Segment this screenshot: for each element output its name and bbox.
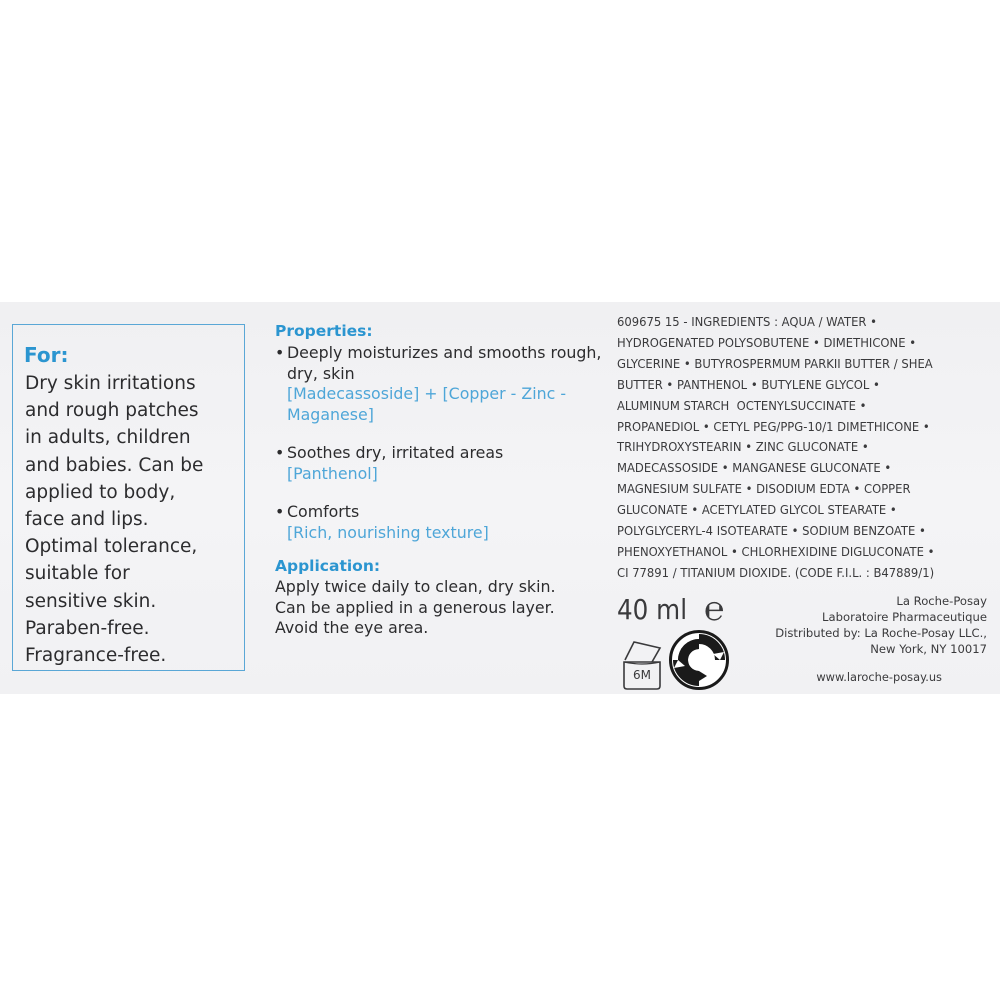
property-text: Deeply moisturizes and smooths rough, dry, skin xyxy=(287,343,602,383)
property-actives: [Madecassoside] + [Copper - Zinc - Maganese] xyxy=(287,384,567,424)
property-actives: [Panthenol] xyxy=(287,463,378,483)
open-jar-icon xyxy=(620,638,664,690)
application-title: Application: xyxy=(275,557,381,575)
website-url: www.laroche-posay.us xyxy=(816,670,942,684)
volume-label: 40 ml xyxy=(617,593,688,626)
for-title: For: xyxy=(24,343,69,367)
product-label-panel xyxy=(0,302,1000,694)
property-text: Comforts xyxy=(287,502,360,521)
property-item xyxy=(275,502,605,543)
application-text: Apply twice daily to clean, dry skin. Can be applied in a generous layer. Avoid the eye area. xyxy=(275,577,556,637)
property-item xyxy=(275,343,605,425)
green-dot-recycle-icon xyxy=(669,630,729,690)
properties-title: Properties: xyxy=(275,322,373,340)
estimated-sign-icon: ℮ xyxy=(704,589,725,629)
property-actives: [Rich, nourishing texture] xyxy=(287,522,489,542)
properties-application-column xyxy=(275,322,605,639)
bullet-dot: • xyxy=(275,443,285,462)
bullet-dot: • xyxy=(275,343,285,362)
property-text: Soothes dry, irritated areas xyxy=(287,443,504,462)
property-item xyxy=(275,443,605,484)
bullet-dot: • xyxy=(275,502,285,521)
pao-label: 6M xyxy=(633,668,651,682)
ingredients-list: 609675 15 - INGREDIENTS : AQUA / WATER • HYDROGENATED POLYSOBUTENE • DIMETHICONE • GLYCERINE • BUTYROSPERMUM PARKII BUTTER / SHEA BUTTER • PANTHENOL • BUTYLENE GLYCOL • ALUMINUM STARCH OCTENYLSUCCINATE • PROPANEDIOL • CETYL PEG/PPG-10/1 DIMETHICONE • TRIHYDROXYSTEARIN • ZINC GLUCONATE • MADECASSOSIDE • MANGANESE GLUCONATE • MAGNESIUM SULFATE • DISODIUM EDTA • COPPER GLUCONATE • ACETYLATED GLYCOL STEARATE • POLYGLYCERYL-4 ISOTEARATE • SODIUM BENZOATE • PHENOXYETHANOL • CHLORHEXIDINE DIGLUCONATE • CI 77891 / TITANIUM DIOXIDE. (CODE F.I.L. : B47889/1) xyxy=(617,314,935,580)
for-description: Dry skin irritations and rough patches in adults, children and babies. Can be applied to body, face and lips. Optimal tolerance, suitable for sensitive skin. Paraben-free. Fragrance-free. xyxy=(25,373,204,667)
for-box xyxy=(12,324,245,671)
company-info: La Roche-Posay Laboratoire Pharmaceutique Distributed by: La Roche-Posay LLC., New York, NY 10017 xyxy=(775,594,987,656)
